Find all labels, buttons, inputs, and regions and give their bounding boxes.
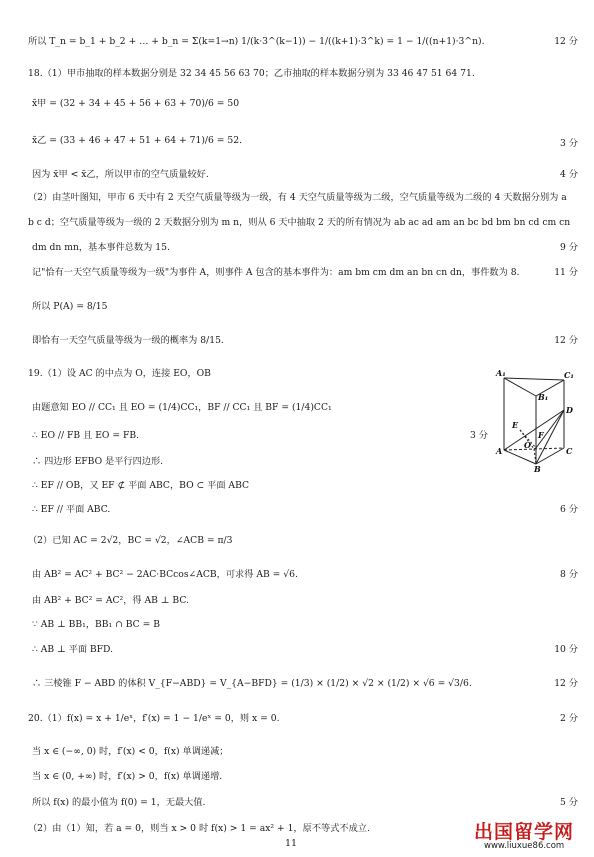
solution-line-l1: 所以 T_n = b_1 + b_2 + … + b_n = Σ(k=1→n) 1/(k·3^(k−1)) − 1/((k+1)·3^k) = 1 − 1/((n+1)·3^n). [28,36,485,47]
solution-line-l14: ∴ EO // FB 且 EO = FB. [32,430,140,441]
label-C1: C₁ [564,370,574,380]
solution-line-l10: 所以 P(A) = 8/15 [32,301,108,312]
solution-line-l4: x̄乙 = (33 + 46 + 47 + 51 + 64 + 71)/6 = 52. [32,135,243,146]
solution-line-l13: 由题意知 EO // CC₁ 且 EO = (1/4)CC₁，BF // CC₁ 且 BF = (1/4)CC₁ [32,402,332,413]
label-A1: A₁ [496,368,506,378]
score-mark-s7: 3 分 [470,430,488,441]
score-mark-s1: 12 分 [554,36,578,47]
score-mark-s8: 6 分 [560,504,578,515]
solution-line-l23: ∴ 三棱锥 F − ABD 的体积 V_{F−ABD} = V_{A−BFD} = (1/3) × (1/2) × √2 × (1/2) × √6 = √3/6. [32,678,472,689]
solution-line-l19: 由 AB² = AC² + BC² − 2AC·BCcos∠ACB，可求得 AB = √6. [32,569,298,580]
solution-line-l21: ∵ AB ⊥ BB₁，BB₁ ∩ BC = B [32,619,160,630]
label-D: D [566,405,573,415]
label-B: B [534,464,541,472]
score-mark-s2: 3 分 [560,138,578,149]
score-mark-s12: 2 分 [560,713,578,724]
solution-line-l2: 18.（1）甲市抽取的样本数据分别是 32 34 45 56 63 70；乙市抽取的样本数据分别为 33 46 47 51 64 71. [28,68,475,79]
solution-line-l16: ∴ EF // OB，又 EF ⊄ 平面 ABC，BO ⊂ 平面 ABC [32,480,250,491]
score-mark-s6: 12 分 [554,335,578,346]
watermark-logo [474,822,586,852]
solution-line-l24: 20.（1）f(x) = x + 1/eˣ，f′(x) = 1 − 1/eˣ = 0，则 x = 0. [28,713,280,724]
score-mark-s4: 9 分 [560,242,578,253]
solution-line-l22: ∴ AB ⊥ 平面 BFD. [32,644,114,655]
watermark-url: www.liuxue86.com [484,841,565,851]
label-A: A [496,446,503,456]
triangular-prism-diagram [494,368,578,472]
solution-line-l3: x̄甲 = (32 + 34 + 45 + 56 + 63 + 70)/6 = 50 [32,98,240,109]
prism-figure [494,368,578,472]
label-B1: B₁ [538,392,549,402]
score-mark-s9: 8 分 [560,569,578,580]
solution-line-l12: 19.（1）设 AC 的中点为 O，连接 EO，OB [28,368,211,379]
solution-line-l20: 由 AB² + BC² = AC²，得 AB ⊥ BC. [32,595,189,606]
solution-line-l5: 因为 x̄甲 < x̄乙，所以甲市的空气质量较好. [32,169,209,180]
solution-line-l9: 记"恰有一天空气质量等级为一级"为事件 A，则事件 A 包含的基本事件为：am bm cm dm an bn cn dn，事件数为 8. [32,267,520,278]
score-mark-s10: 10 分 [554,644,578,655]
solution-line-l28: （2）由（1）知，若 a = 0，则当 x > 0 时 f(x) > 1 = ax² + 1，原不等式不成立. [28,823,370,834]
label-E: E [512,420,519,430]
solution-line-l26: 当 x ∈ (0, +∞) 时，f′(x) > 0，f(x) 单调递增. [32,771,223,782]
watermark-title: 出国留学网 [474,821,575,843]
page-number: 11 [285,838,298,849]
solution-line-l8: dm dn mn，基本事件总数为 15. [32,242,170,253]
score-mark-s3: 4 分 [560,169,578,180]
solution-line-l11: 即恰有一天空气质量等级为一级的概率为 8/15. [32,335,224,346]
label-C: C [566,446,573,456]
label-F: F [538,430,544,440]
score-mark-s11: 12 分 [554,678,578,689]
solution-line-l17: ∴ EF // 平面 ABC. [32,504,111,515]
solution-line-l25: 当 x ∈ (−∞, 0) 时，f′(x) < 0，f(x) 单调递减； [32,746,229,757]
solution-line-l18: （2）已知 AC = 2√2，BC = √2，∠ACB = π/3 [28,535,233,546]
score-mark-s13: 5 分 [560,797,578,808]
score-mark-s5: 11 分 [554,267,578,278]
solution-line-l6: （2）由茎叶图知，甲市 6 天中有 2 天空气质量等级为一级，有 4 天空气质量等级为二级，空气质量等级为二级的 4 天数据分别为 a [28,192,567,203]
solution-line-l7: b c d；空气质量等级为一级的 2 天数据分别为 m n，则从 6 天中抽取 2 天的所有情况为 ab ac ad am an bc bd bm bn cd cm cn [28,217,571,228]
solution-line-l15: ∴ 四边形 EFBO 是平行四边形. [32,456,164,467]
label-O: O [524,440,531,450]
solution-line-l27: 所以 f(x) 的最小值为 f(0) = 1，无最大值. [32,797,206,808]
